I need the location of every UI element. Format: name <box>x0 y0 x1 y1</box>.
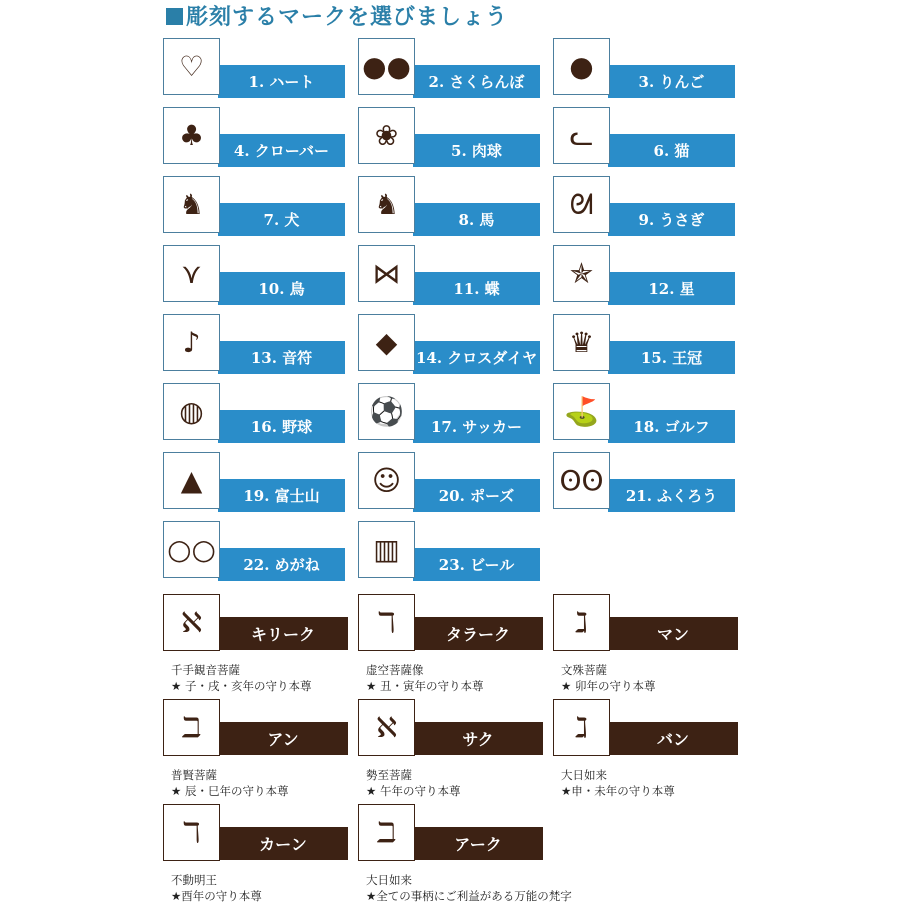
dog-icon: ♞ <box>163 176 220 233</box>
sanskrit-aku-icon: ℶ <box>358 804 415 861</box>
deity-name: 大日如来 <box>561 768 607 782</box>
mark-option[interactable] <box>553 314 743 376</box>
bonji-option[interactable] <box>163 804 353 903</box>
deity-name: 普賢菩薩 <box>171 768 217 782</box>
soccer-ball-icon: ⚽ <box>358 383 415 440</box>
bonji-label: キリーク <box>218 617 348 650</box>
pose-icon: ☺ <box>358 452 415 509</box>
mark-option[interactable] <box>163 452 353 514</box>
golfer-icon: ⛳ <box>553 383 610 440</box>
mark-label: 17. サッカー <box>413 410 540 443</box>
bonji-label: アン <box>218 722 348 755</box>
deity-name: 虚空菩薩像 <box>366 663 424 677</box>
mark-option[interactable] <box>358 383 548 445</box>
mark-option[interactable] <box>163 245 353 307</box>
sanskrit-man-icon: ℷ <box>553 594 610 651</box>
beer-mug-icon: ▥ <box>358 521 415 578</box>
mark-option[interactable] <box>358 521 548 583</box>
mark-label: 22. めがね <box>218 548 345 581</box>
mark-option[interactable] <box>163 38 353 100</box>
mark-option[interactable] <box>553 107 743 169</box>
bonji-label: マン <box>608 617 738 650</box>
bonji-option[interactable] <box>553 594 743 693</box>
paw-icon: ❀ <box>358 107 415 164</box>
mark-label: 7. 犬 <box>218 203 345 236</box>
sanskrit-taraku-icon: ℸ <box>358 594 415 651</box>
mark-label: 23. ビール <box>413 548 540 581</box>
bonji-option[interactable] <box>163 594 353 693</box>
zodiac-note: ★ 丑・寅年の守り本尊 <box>366 679 484 693</box>
bonji-option[interactable] <box>358 699 548 798</box>
zodiac-note: ★ 午年の守り本尊 <box>366 784 461 798</box>
mark-option[interactable] <box>163 521 353 583</box>
mark-option[interactable] <box>553 38 743 100</box>
mark-label: 5. 肉球 <box>413 134 540 167</box>
rabbit-icon: ᘛ <box>553 176 610 233</box>
cross-diamond-icon: ◆ <box>358 314 415 371</box>
mark-label: 14. クロスダイヤ <box>413 341 540 374</box>
bonji-label: カーン <box>218 827 348 860</box>
mark-label: 1. ハート <box>218 65 345 98</box>
mark-label: 19. 富士山 <box>218 479 345 512</box>
apple-icon: ● <box>553 38 610 95</box>
clover-icon: ♣ <box>163 107 220 164</box>
heart-icon: ♡ <box>163 38 220 95</box>
page-title <box>166 0 508 31</box>
mark-label: 4. クローバー <box>218 134 345 167</box>
mark-option[interactable] <box>358 107 548 169</box>
mark-option[interactable] <box>358 452 548 514</box>
mark-label: 20. ポーズ <box>413 479 540 512</box>
baseball-icon: ◍ <box>163 383 220 440</box>
mark-option[interactable] <box>163 314 353 376</box>
mark-label: 21. ふくろう <box>608 479 735 512</box>
bonji-label: バン <box>608 722 738 755</box>
mark-option[interactable] <box>553 383 743 445</box>
zodiac-note: ★ 卯年の守り本尊 <box>561 679 656 693</box>
star-icon: ✯ <box>553 245 610 302</box>
deity-name: 千手観音菩薩 <box>171 663 240 677</box>
mark-option[interactable] <box>553 452 743 514</box>
crown-icon: ♛ <box>553 314 610 371</box>
title-square-icon <box>166 8 183 25</box>
mark-option[interactable] <box>553 176 743 238</box>
mark-option[interactable] <box>358 176 548 238</box>
zodiac-note: ★酉年の守り本尊 <box>171 889 262 903</box>
zodiac-note: ★全ての事柄にご利益がある万能の梵字 <box>366 889 572 903</box>
mark-label: 6. 猫 <box>608 134 735 167</box>
bird-icon: ⋎ <box>163 245 220 302</box>
mount-fuji-icon: ▲ <box>163 452 220 509</box>
owl-icon: ʘʘ <box>553 452 610 509</box>
bonji-label: アーク <box>413 827 543 860</box>
mark-option[interactable] <box>163 383 353 445</box>
zodiac-note: ★ 子・戌・亥年の守り本尊 <box>171 679 312 693</box>
sanskrit-kan-icon: ℸ <box>163 804 220 861</box>
mark-label: 16. 野球 <box>218 410 345 443</box>
deity-name: 不動明王 <box>171 873 217 887</box>
title-text: 彫刻するマークを選びましょう <box>186 5 509 30</box>
bonji-label: サク <box>413 722 543 755</box>
glasses-icon: ○○ <box>163 521 220 578</box>
mark-option[interactable] <box>358 38 548 100</box>
mark-label: 8. 馬 <box>413 203 540 236</box>
cat-icon: ᓚ <box>553 107 610 164</box>
butterfly-icon: ⋈ <box>358 245 415 302</box>
mark-label: 12. 星 <box>608 272 735 305</box>
bonji-label: タラーク <box>413 617 543 650</box>
mark-option[interactable] <box>163 107 353 169</box>
mark-label: 11. 蝶 <box>413 272 540 305</box>
deity-name: 勢至菩薩 <box>366 768 412 782</box>
sanskrit-ban-icon: ℷ <box>553 699 610 756</box>
bonji-option[interactable] <box>553 699 743 798</box>
mark-label: 18. ゴルフ <box>608 410 735 443</box>
sanskrit-an-icon: ℶ <box>163 699 220 756</box>
horse-icon: ♞ <box>358 176 415 233</box>
mark-option[interactable] <box>163 176 353 238</box>
zodiac-note: ★ 辰・巳年の守り本尊 <box>171 784 289 798</box>
mark-option[interactable] <box>553 245 743 307</box>
mark-label: 3. りんご <box>608 65 735 98</box>
deity-name: 大日如来 <box>366 873 412 887</box>
sanskrit-kiriku-icon: ℵ <box>163 594 220 651</box>
cherry-icon: ●● <box>358 38 415 95</box>
mark-option[interactable] <box>358 314 548 376</box>
bonji-option[interactable] <box>163 699 353 798</box>
mark-option[interactable] <box>358 245 548 307</box>
mark-label: 13. 音符 <box>218 341 345 374</box>
mark-label: 15. 王冠 <box>608 341 735 374</box>
mark-label: 9. うさぎ <box>608 203 735 236</box>
mark-label: 2. さくらんぼ <box>413 65 540 98</box>
zodiac-note: ★申・未年の守り本尊 <box>561 784 675 798</box>
deity-name: 文殊菩薩 <box>561 663 607 677</box>
music-note-icon: ♪ <box>163 314 220 371</box>
bonji-option[interactable] <box>358 804 572 903</box>
sanskrit-saku-icon: ℵ <box>358 699 415 756</box>
bonji-option[interactable] <box>358 594 548 693</box>
mark-label: 10. 鳥 <box>218 272 345 305</box>
